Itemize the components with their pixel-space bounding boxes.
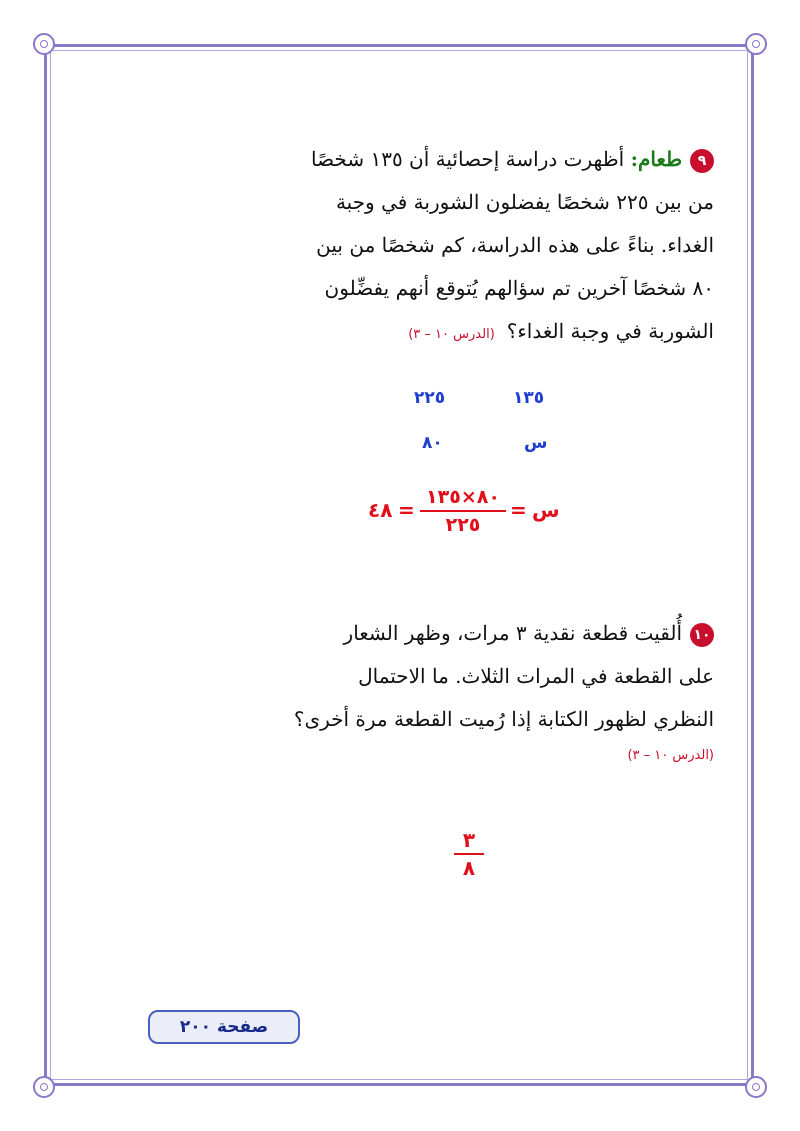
equation-variable: س	[532, 498, 560, 522]
fraction-denominator: ٢٢٥	[445, 514, 481, 536]
lesson-reference: (الدرس ١٠ – ٣)	[627, 748, 714, 763]
equals-sign: =	[510, 498, 527, 522]
fraction-numerator: ٨٠×١٣٥	[426, 486, 500, 508]
solution-equation	[368, 486, 568, 536]
equation-fraction	[420, 486, 506, 536]
question-text: أُلقيت قطعة نقدية ٣ مرات، وظهر الشعار	[343, 621, 682, 645]
page-number-label: صفحة ٢٠٠	[148, 1010, 300, 1044]
corner-ornament-icon	[33, 1076, 55, 1098]
fraction-bar	[454, 853, 484, 855]
question-9-line-1	[228, 138, 714, 181]
question-text: الشوربة في وجبة الغداء؟	[506, 319, 714, 343]
question-10-line-3: النظري لظهور الكتابة إذا رُميت القطعة مرة أخرى؟	[293, 707, 714, 731]
proportion-cell: ٢٢٥	[414, 388, 446, 408]
fraction-denominator: ٨	[462, 856, 476, 880]
answer-fraction	[454, 828, 484, 880]
corner-ornament-icon	[745, 1076, 767, 1098]
proportion-cell: س	[524, 433, 548, 453]
equals-sign: =	[398, 498, 415, 522]
proportion-cell: ٨٠	[422, 433, 443, 453]
question-9-line-4: ٨٠ شخصًا آخرين تم سؤالهم يُتوقع أنهم يفضِّلون	[324, 276, 714, 300]
question-10-line-1	[228, 612, 714, 655]
question-10-line-2: على القطعة في المرات الثلاث. ما الاحتمال	[358, 664, 714, 688]
fraction-numerator: ٣	[462, 828, 476, 852]
question-text: أظهرت دراسة إحصائية أن ١٣٥ شخصًا	[310, 147, 625, 171]
question-10	[228, 612, 714, 771]
equation-result: ٤٨	[368, 498, 393, 522]
fraction-bar	[420, 510, 506, 512]
question-keyword: طعام:	[630, 147, 682, 171]
corner-ornament-icon	[745, 33, 767, 55]
question-9	[228, 138, 714, 356]
question-number-badge: ٩	[690, 149, 714, 173]
corner-ornament-icon	[33, 33, 55, 55]
lesson-reference: (الدرس ١٠ – ٣)	[408, 327, 495, 342]
question-9-line-3: الغداء. بناءً على هذه الدراسة، كم شخصًا من بين	[316, 233, 714, 257]
question-9-line-2: من بين ٢٢٥ شخصًا يفضلون الشوربة في وجبة	[335, 190, 714, 214]
question-number-badge: ١٠	[690, 623, 714, 647]
question-9-line-5	[228, 310, 714, 356]
proportion-cell: ١٣٥	[513, 388, 545, 408]
